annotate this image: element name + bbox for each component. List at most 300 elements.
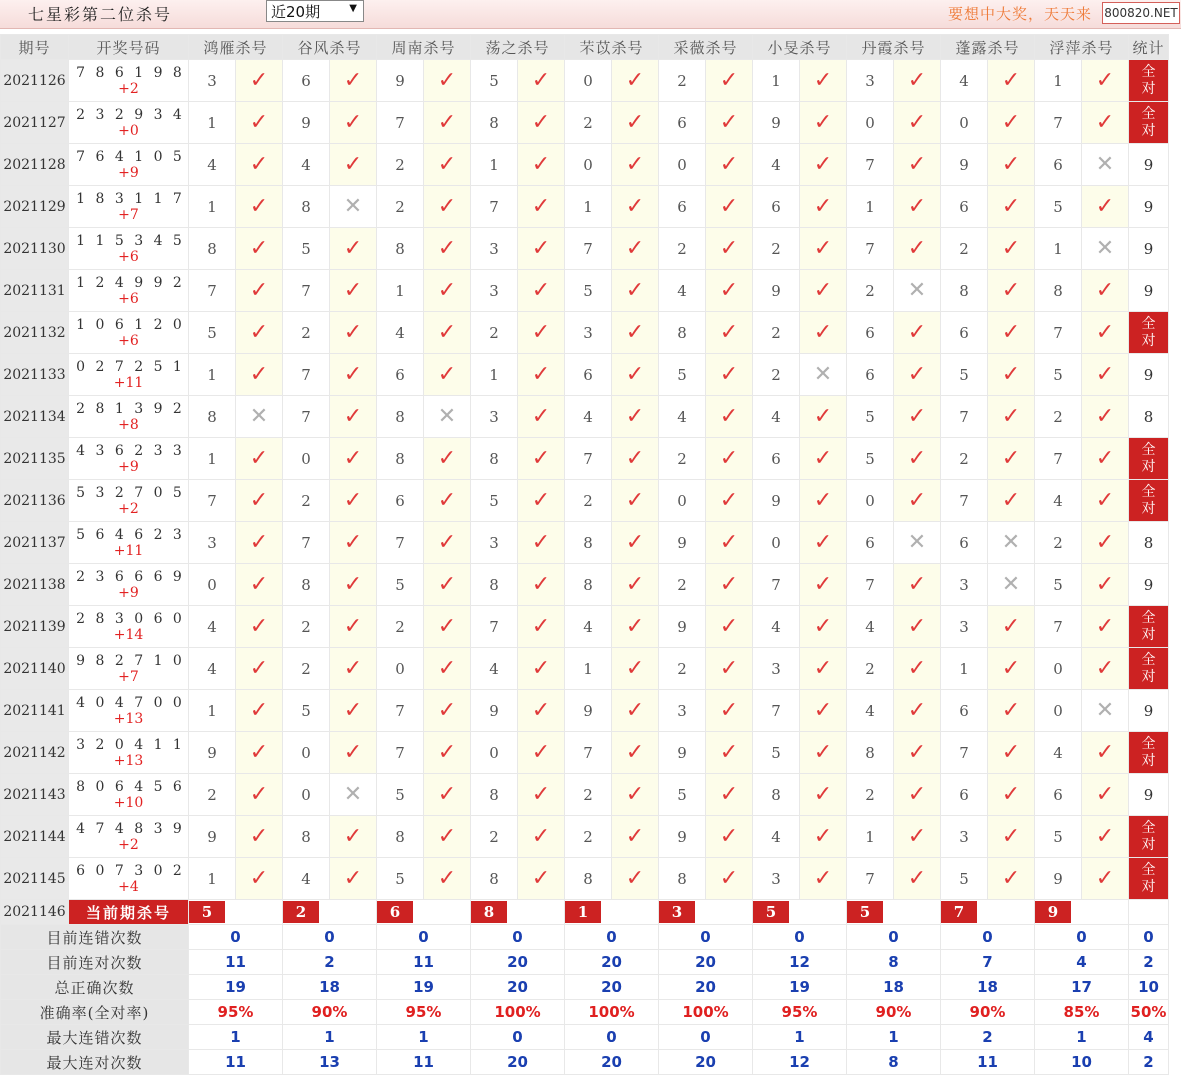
check-icon: ✓ — [706, 438, 753, 480]
current-pick-cell — [189, 900, 283, 925]
check-icon: ✓ — [612, 564, 659, 606]
draw-code-cell — [69, 606, 189, 648]
kill-pick-cell: 2 — [283, 648, 330, 690]
kill-pick-cell: 6 — [847, 522, 894, 564]
summary-value: 20 — [565, 950, 659, 975]
draw-offset: +2 — [118, 80, 139, 97]
draw-digits: 2 8 1 3 9 2 — [76, 400, 185, 417]
check-icon: ✓ — [1082, 564, 1129, 606]
draw-offset: +2 — [118, 836, 139, 853]
draw-code-cell — [69, 312, 189, 354]
check-icon: ✓ — [612, 228, 659, 270]
draw-offset: +9 — [118, 458, 139, 475]
kill-pick-cell: 6 — [659, 102, 706, 144]
check-icon: ✓ — [330, 438, 377, 480]
kill-pick-cell: 7 — [471, 606, 518, 648]
draw-offset: +0 — [118, 122, 139, 139]
check-icon: ✓ — [330, 396, 377, 438]
kill-pick-cell: 1 — [753, 60, 800, 102]
kill-pick-cell: 5 — [753, 732, 800, 774]
chevron-down-icon: ▼ — [349, 3, 357, 14]
kill-pick-cell: 4 — [189, 144, 236, 186]
check-icon: ✓ — [988, 480, 1035, 522]
kill-pick-cell: 8 — [189, 228, 236, 270]
check-icon: ✓ — [612, 732, 659, 774]
check-icon: ✓ — [800, 480, 847, 522]
check-icon: ✓ — [706, 858, 753, 900]
check-icon: ✓ — [424, 480, 471, 522]
stat-badge-line: 全 — [1141, 861, 1156, 878]
cross-icon: ✕ — [1082, 228, 1129, 270]
summary-row — [1, 1000, 1169, 1025]
kill-pick-cell: 2 — [565, 774, 612, 816]
kill-pick-cell: 0 — [283, 732, 330, 774]
slogan-text: 要想中大奖，天天来 — [948, 5, 1093, 23]
summary-value: 2 — [941, 1025, 1035, 1050]
summary-value: 0 — [753, 925, 847, 950]
table-row — [1, 816, 1169, 858]
check-icon: ✓ — [800, 732, 847, 774]
check-icon: ✓ — [988, 102, 1035, 144]
kill-pick-cell: 4 — [565, 606, 612, 648]
kill-pick-cell: 6 — [941, 690, 988, 732]
issue-cell: 2021136 — [1, 480, 69, 522]
stat-all-correct-badge — [1129, 648, 1169, 690]
kill-pick-cell: 0 — [659, 144, 706, 186]
kill-pick-cell: 0 — [659, 480, 706, 522]
check-icon: ✓ — [236, 648, 283, 690]
kill-pick-cell: 7 — [565, 438, 612, 480]
check-icon: ✓ — [706, 396, 753, 438]
kill-pick-cell: 9 — [659, 816, 706, 858]
table-row — [1, 606, 1169, 648]
stat-all-correct-badge — [1129, 606, 1169, 648]
summary-label: 最大连对次数 — [1, 1050, 189, 1075]
kill-pick-cell: 0 — [283, 774, 330, 816]
kill-pick-cell: 4 — [377, 312, 424, 354]
check-icon: ✓ — [1082, 732, 1129, 774]
check-icon: ✓ — [706, 690, 753, 732]
draw-offset: +13 — [113, 752, 144, 769]
col-header-expert: 谷风杀号 — [283, 35, 377, 60]
check-icon: ✓ — [1082, 60, 1129, 102]
check-icon: ✓ — [894, 732, 941, 774]
check-icon: ✓ — [518, 522, 565, 564]
kill-pick-cell: 0 — [283, 438, 330, 480]
kill-pick-cell: 7 — [565, 732, 612, 774]
check-icon: ✓ — [706, 480, 753, 522]
kill-pick-cell: 0 — [941, 102, 988, 144]
kill-pick-cell: 4 — [659, 270, 706, 312]
kill-pick-cell: 1 — [189, 186, 236, 228]
summary-value: 11 — [941, 1050, 1035, 1075]
kill-pick-cell: 5 — [1035, 564, 1082, 606]
issue-cell: 2021144 — [1, 816, 69, 858]
check-icon: ✓ — [1082, 396, 1129, 438]
draw-offset: +14 — [113, 626, 144, 643]
kill-pick-cell: 1 — [471, 144, 518, 186]
kill-pick-cell: 9 — [659, 732, 706, 774]
summary-value: 20 — [471, 975, 565, 1000]
draw-code-cell — [69, 186, 189, 228]
draw-code-cell — [69, 732, 189, 774]
kill-pick-cell: 4 — [1035, 480, 1082, 522]
kill-pick-cell: 6 — [941, 186, 988, 228]
kill-pick-cell: 7 — [1035, 102, 1082, 144]
draw-digits: 7 8 6 1 9 8 — [76, 64, 185, 81]
cross-icon: ✕ — [330, 774, 377, 816]
summary-label: 总正确次数 — [1, 975, 189, 1000]
issue-cell: 2021130 — [1, 228, 69, 270]
summary-label: 准确率(全对率) — [1, 1000, 189, 1025]
issue-cell: 2021127 — [1, 102, 69, 144]
summary-value: 0 — [659, 925, 753, 950]
kill-pick-cell: 8 — [189, 396, 236, 438]
check-icon: ✓ — [236, 228, 283, 270]
kill-pick-cell: 3 — [941, 816, 988, 858]
check-icon: ✓ — [706, 270, 753, 312]
table-row — [1, 564, 1169, 606]
check-icon: ✓ — [800, 774, 847, 816]
kill-pick-cell: 2 — [659, 438, 706, 480]
kill-pick-cell: 5 — [941, 354, 988, 396]
check-icon: ✓ — [988, 60, 1035, 102]
issue-cell: 2021135 — [1, 438, 69, 480]
table-row — [1, 102, 1169, 144]
check-icon: ✓ — [424, 816, 471, 858]
stat-all-correct-badge — [1129, 60, 1169, 102]
check-icon: ✓ — [706, 354, 753, 396]
check-icon: ✓ — [706, 648, 753, 690]
kill-pick-cell: 2 — [377, 186, 424, 228]
kill-pick-cell: 5 — [377, 858, 424, 900]
kill-pick-cell: 0 — [1035, 648, 1082, 690]
kill-pick-cell: 7 — [377, 102, 424, 144]
cross-icon: ✕ — [330, 186, 377, 228]
check-icon: ✓ — [330, 648, 377, 690]
summary-value: 50% — [1129, 1000, 1169, 1025]
kill-pick-cell: 9 — [659, 522, 706, 564]
kill-pick-cell: 2 — [377, 144, 424, 186]
check-icon: ✓ — [518, 480, 565, 522]
kill-pick-cell: 8 — [377, 228, 424, 270]
check-icon: ✓ — [330, 522, 377, 564]
summary-value: 20 — [659, 975, 753, 1000]
check-icon: ✓ — [612, 312, 659, 354]
kill-pick-cell: 4 — [753, 396, 800, 438]
draw-offset: +10 — [113, 794, 144, 811]
kill-pick-cell: 0 — [1035, 690, 1082, 732]
kill-pick-cell: 2 — [847, 774, 894, 816]
check-icon: ✓ — [988, 312, 1035, 354]
stat-all-correct-badge — [1129, 312, 1169, 354]
current-stat-cell — [1129, 900, 1169, 925]
issue-cell: 2021137 — [1, 522, 69, 564]
check-icon: ✓ — [894, 690, 941, 732]
current-pick-badge: 3 — [659, 901, 695, 923]
kill-pick-cell: 2 — [753, 354, 800, 396]
col-header-expert: 周南杀号 — [377, 35, 471, 60]
draw-digits: 4 3 6 2 3 3 — [76, 442, 185, 459]
stat-badge-line: 全 — [1141, 735, 1156, 752]
summary-value: 17 — [1035, 975, 1129, 1000]
summary-value: 100% — [659, 1000, 753, 1025]
kill-pick-cell: 8 — [471, 438, 518, 480]
kill-pick-cell: 5 — [1035, 816, 1082, 858]
kill-pick-cell: 2 — [377, 606, 424, 648]
issue-cell: 2021141 — [1, 690, 69, 732]
stat-badge-line: 全 — [1141, 483, 1156, 500]
kill-pick-cell: 5 — [377, 564, 424, 606]
kill-pick-cell: 2 — [283, 312, 330, 354]
table-row — [1, 480, 1169, 522]
summary-value: 18 — [941, 975, 1035, 1000]
cross-icon: ✕ — [894, 270, 941, 312]
kill-pick-cell: 5 — [283, 690, 330, 732]
kill-pick-cell: 5 — [1035, 186, 1082, 228]
issue-cell: 2021140 — [1, 648, 69, 690]
stat-cell: 9 — [1129, 270, 1169, 312]
current-pick-cell — [1035, 900, 1129, 925]
check-icon: ✓ — [612, 648, 659, 690]
kill-pick-cell: 5 — [189, 312, 236, 354]
kill-pick-cell: 8 — [753, 774, 800, 816]
site-badge[interactable]: 800820.NET — [1102, 2, 1180, 24]
draw-offset: +4 — [118, 878, 139, 895]
check-icon: ✓ — [236, 606, 283, 648]
summary-value: 20 — [659, 950, 753, 975]
stat-cell: 9 — [1129, 228, 1169, 270]
kill-pick-cell: 4 — [847, 690, 894, 732]
draw-code-cell — [69, 774, 189, 816]
check-icon: ✓ — [330, 732, 377, 774]
current-pick-cell — [377, 900, 471, 925]
kill-pick-cell: 7 — [377, 522, 424, 564]
summary-value: 1 — [283, 1025, 377, 1050]
summary-row — [1, 975, 1169, 1000]
check-icon: ✓ — [706, 228, 753, 270]
cross-icon: ✕ — [800, 354, 847, 396]
check-icon: ✓ — [424, 732, 471, 774]
check-icon: ✓ — [330, 480, 377, 522]
col-header-expert: 芣苡杀号 — [565, 35, 659, 60]
check-icon: ✓ — [706, 102, 753, 144]
summary-value: 1 — [189, 1025, 283, 1050]
check-icon: ✓ — [1082, 606, 1129, 648]
check-icon: ✓ — [988, 648, 1035, 690]
kill-pick-cell: 8 — [659, 858, 706, 900]
kill-pick-cell: 2 — [283, 480, 330, 522]
kill-pick-cell: 6 — [377, 354, 424, 396]
period-select[interactable] — [266, 0, 364, 22]
current-issue-row — [1, 900, 1169, 925]
summary-value: 20 — [659, 1050, 753, 1075]
summary-value: 0 — [847, 925, 941, 950]
check-icon: ✓ — [894, 60, 941, 102]
col-header-expert: 荡之杀号 — [471, 35, 565, 60]
kill-pick-cell: 1 — [189, 102, 236, 144]
check-icon: ✓ — [800, 228, 847, 270]
summary-row — [1, 925, 1169, 950]
kill-pick-cell: 6 — [1035, 144, 1082, 186]
cross-icon: ✕ — [988, 522, 1035, 564]
kill-pick-cell: 7 — [377, 732, 424, 774]
kill-pick-cell: 1 — [941, 648, 988, 690]
summary-value: 0 — [565, 1025, 659, 1050]
check-icon: ✓ — [894, 564, 941, 606]
draw-code-cell — [69, 228, 189, 270]
kill-pick-cell: 0 — [753, 522, 800, 564]
kill-pick-cell: 0 — [847, 102, 894, 144]
issue-cell: 2021139 — [1, 606, 69, 648]
summary-value: 13 — [283, 1050, 377, 1075]
check-icon: ✓ — [800, 396, 847, 438]
kill-pick-cell: 4 — [283, 858, 330, 900]
kill-pick-cell: 9 — [283, 102, 330, 144]
check-icon: ✓ — [236, 690, 283, 732]
kill-pick-cell: 6 — [753, 438, 800, 480]
check-icon: ✓ — [518, 312, 565, 354]
check-icon: ✓ — [236, 186, 283, 228]
current-pick-badge: 5 — [189, 901, 225, 923]
table-row — [1, 732, 1169, 774]
draw-digits: 5 3 2 7 0 5 — [76, 484, 185, 501]
stat-badge-line: 全 — [1141, 105, 1156, 122]
check-icon: ✓ — [706, 816, 753, 858]
kill-pick-cell: 8 — [659, 312, 706, 354]
summary-value: 11 — [377, 950, 471, 975]
check-icon: ✓ — [894, 774, 941, 816]
issue-cell: 2021128 — [1, 144, 69, 186]
summary-value: 0 — [471, 1025, 565, 1050]
stat-badge-line: 对 — [1141, 458, 1156, 475]
check-icon: ✓ — [1082, 858, 1129, 900]
draw-digits: 7 6 4 1 0 5 — [76, 148, 185, 165]
stat-badge-line: 对 — [1141, 80, 1156, 97]
kill-pick-cell: 6 — [283, 60, 330, 102]
kill-pick-cell: 2 — [283, 606, 330, 648]
kill-pick-cell: 4 — [189, 606, 236, 648]
draw-digits: 6 0 7 3 0 2 — [76, 862, 185, 879]
check-icon: ✓ — [424, 606, 471, 648]
draw-digits: 2 8 3 0 6 0 — [76, 610, 185, 627]
draw-code-cell — [69, 354, 189, 396]
check-icon: ✓ — [706, 732, 753, 774]
check-icon: ✓ — [330, 60, 377, 102]
kill-pick-cell: 1 — [189, 858, 236, 900]
summary-value: 0 — [189, 925, 283, 950]
check-icon: ✓ — [236, 774, 283, 816]
cross-icon: ✕ — [424, 396, 471, 438]
summary-label: 最大连错次数 — [1, 1025, 189, 1050]
current-pick-cell — [471, 900, 565, 925]
stat-cell: 9 — [1129, 186, 1169, 228]
check-icon: ✓ — [1082, 270, 1129, 312]
summary-value: 10 — [1035, 1050, 1129, 1075]
check-icon: ✓ — [612, 690, 659, 732]
draw-digits: 1 0 6 1 2 0 — [76, 316, 185, 333]
kill-pick-cell: 2 — [471, 816, 518, 858]
kill-pick-cell: 0 — [471, 732, 518, 774]
kill-pick-cell: 7 — [565, 228, 612, 270]
kill-pick-cell: 2 — [659, 648, 706, 690]
kill-pick-cell: 5 — [377, 774, 424, 816]
check-icon: ✓ — [1082, 438, 1129, 480]
draw-digits: 2 3 2 9 3 4 — [76, 106, 185, 123]
draw-digits: 4 7 4 8 3 9 — [76, 820, 185, 837]
kill-pick-cell: 6 — [941, 522, 988, 564]
check-icon: ✓ — [1082, 648, 1129, 690]
stat-badge-line: 全 — [1141, 63, 1156, 80]
check-icon: ✓ — [988, 732, 1035, 774]
check-icon: ✓ — [706, 60, 753, 102]
summary-value: 0 — [471, 925, 565, 950]
check-icon: ✓ — [424, 564, 471, 606]
check-icon: ✓ — [612, 186, 659, 228]
kill-pick-cell: 3 — [471, 228, 518, 270]
draw-code-cell — [69, 480, 189, 522]
check-icon: ✓ — [894, 144, 941, 186]
check-icon: ✓ — [424, 186, 471, 228]
kill-pick-cell: 9 — [377, 60, 424, 102]
summary-value: 20 — [471, 1050, 565, 1075]
draw-digits: 2 3 6 6 6 9 — [76, 568, 185, 585]
table-row — [1, 270, 1169, 312]
summary-value: 100% — [565, 1000, 659, 1025]
check-icon: ✓ — [424, 690, 471, 732]
summary-value: 11 — [377, 1050, 471, 1075]
kill-pick-cell: 0 — [847, 480, 894, 522]
summary-value: 1 — [847, 1025, 941, 1050]
table-row — [1, 144, 1169, 186]
kill-pick-cell: 7 — [377, 690, 424, 732]
summary-value: 0 — [1035, 925, 1129, 950]
stat-cell: 8 — [1129, 396, 1169, 438]
check-icon: ✓ — [518, 816, 565, 858]
check-icon: ✓ — [800, 858, 847, 900]
draw-digits: 8 0 6 4 5 6 — [76, 778, 185, 795]
check-icon: ✓ — [424, 858, 471, 900]
kill-pick-cell: 3 — [941, 564, 988, 606]
draw-offset: +7 — [118, 668, 139, 685]
check-icon: ✓ — [894, 438, 941, 480]
check-icon: ✓ — [518, 186, 565, 228]
check-icon: ✓ — [330, 144, 377, 186]
check-icon: ✓ — [894, 816, 941, 858]
summary-value: 4 — [1129, 1025, 1169, 1050]
kill-pick-cell: 6 — [659, 186, 706, 228]
summary-value: 0 — [659, 1025, 753, 1050]
kill-pick-cell: 8 — [941, 270, 988, 312]
check-icon: ✓ — [706, 522, 753, 564]
kill-pick-cell: 8 — [283, 564, 330, 606]
check-icon: ✓ — [612, 606, 659, 648]
stat-cell: 9 — [1129, 690, 1169, 732]
col-header-expert: 浮萍杀号 — [1035, 35, 1129, 60]
summary-value: 11 — [189, 1050, 283, 1075]
check-icon: ✓ — [988, 354, 1035, 396]
summary-row — [1, 1050, 1169, 1075]
kill-pick-cell: 1 — [377, 270, 424, 312]
kill-pick-cell: 2 — [471, 312, 518, 354]
kill-pick-cell: 7 — [941, 480, 988, 522]
summary-value: 1 — [1035, 1025, 1129, 1050]
check-icon: ✓ — [1082, 522, 1129, 564]
kill-pick-cell: 9 — [189, 732, 236, 774]
issue-cell: 2021131 — [1, 270, 69, 312]
kill-pick-cell: 3 — [565, 312, 612, 354]
kill-pick-cell: 2 — [565, 102, 612, 144]
